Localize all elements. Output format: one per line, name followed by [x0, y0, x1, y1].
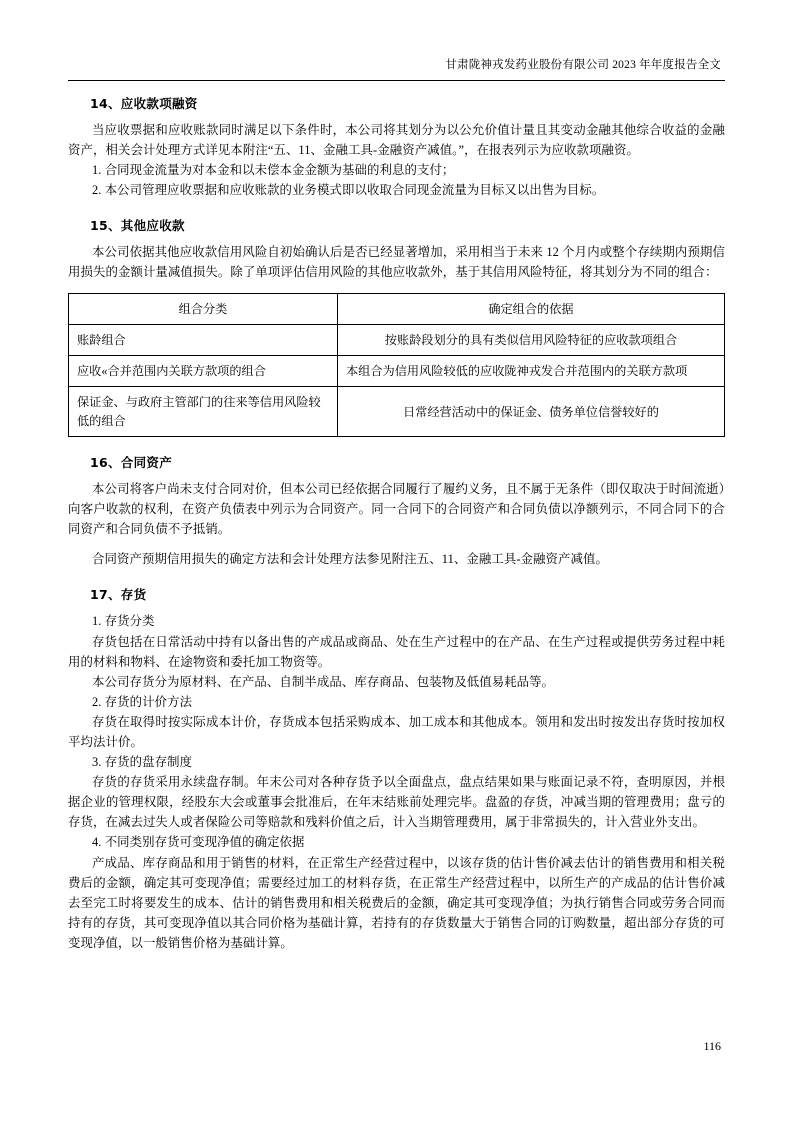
- section-heading-14: 14、应收款项融资: [90, 96, 198, 111]
- section-heading-15: 15、其他应收款: [90, 218, 185, 234]
- section-heading-17: 17、存货: [90, 587, 147, 603]
- table-cell-basis: 按账龄段划分的具有类似信用风险特征的应收款项组合: [337, 324, 724, 355]
- table-cell-basis: 本组合为信用风险较低的应收陇神戎发合并范围内的关联方款项: [337, 356, 724, 387]
- paragraph-14-2: 1. 合同现金流量为对本金和以未偿本金金额为基础的利息的支付；: [92, 163, 455, 178]
- table-header-portfolio-category: 组合分类: [69, 293, 338, 324]
- page-content: [68, 88, 725, 953]
- table-cell-category: 保证金、与政府主管部门的往来等信用风险较低的组合: [69, 387, 338, 437]
- paragraph-17-5: 产成品、库存商品和用于销售的材料，在正常生产经营过程中，以该存货的估计售价减去估计的销售费用和相关税费后的金额，确定其可变现净值；需要经过加工的材料存货，在正常生产经营过程中，以所生产的产成品的估计售价减去至完工时将要发生的成本、估计的销售费用和相关税费后的金额，确定其可变现净值；为执行销售合同或劳务合同而持有的存货，其可变现净值以其合同价格为基础计算，若持有的存货数量大于销售合同的订购数量，超出部分存货的可变现净值，以一般销售价格为基础计算。: [68, 855, 725, 950]
- paragraph-17-3: 存货在取得时按实际成本计价，存货成本包括采购成本、加工成本和其他成本。领用和发出时按发出存货时按加权平均法计价。: [68, 714, 725, 749]
- page-number: 116: [703, 1039, 721, 1053]
- paragraph-16-2: 合同资产预期信用损失的确定方法和会计处理方法参见附注五、11、金融工具-金融资产减值。: [92, 552, 608, 567]
- paragraph-17-2: 本公司存货分为原材料、在产品、自制半成品、库存商品、包装物及低值易耗品等。: [92, 674, 555, 689]
- table-cell-category: 账龄组合: [69, 324, 338, 355]
- table-cell-basis: 日常经营活动中的保证金、债务单位信誉较好的: [337, 387, 724, 437]
- paragraph-14-3: 2. 本公司管理应收票据和应收账款的业务模式即以收取合同现金流量为目标又以出售为目标。: [92, 183, 605, 198]
- table-cell-category: 应收«合并范围内关联方款项的组合: [69, 356, 338, 387]
- paragraph-16-1: 本公司将客户尚未支付合同对价，但本公司已经依据合同履行了履约义务，且不属于无条件（即仅取决于时间流逝）向客户收款的权利，在资产负债表中列示为合同资产。同一合同下的合同资产和合同负债以净额列示，不同合同下的合同资产和合同负债不予抵销。: [68, 482, 725, 537]
- subheading-17-2: 2. 存货的计价方法: [92, 694, 193, 709]
- subheading-17-1: 1. 存货分类: [92, 614, 155, 629]
- spacer: [68, 539, 725, 549]
- subheading-17-3: 3. 存货的盘存制度: [92, 755, 193, 770]
- table-row: [69, 387, 725, 437]
- table-header-row: [69, 293, 725, 324]
- section-heading-16: 16、合同资产: [90, 455, 172, 471]
- paragraph-17-1: 存货包括在日常活动中持有以备出售的产成品或商品、处在生产过程中的在产品、在生产过程或提供劳务过程中耗用的材料和物料、在途物资和委托加工物资等。: [68, 634, 725, 669]
- table-row: [69, 356, 725, 387]
- paragraph-17-4: 存货的存货采用永续盘存制。年末公司对各种存货予以全面盘点，盘点结果如果与账面记录不符，查明原因，并根据企业的管理权限，经股东大会或董事会批准后，在年末结账前处理完毕。盘盈的存货，冲减当期的管理费用；盘亏的存货，在减去过失人或者保险公司等赔款和残料价值之后，计入当期管理费用，属于非常损失的，计入营业外支出。: [68, 775, 725, 830]
- table-row: [69, 324, 725, 355]
- table-header-basis: 确定组合的依据: [337, 293, 724, 324]
- other-receivables-portfolio-table: [68, 293, 725, 437]
- paragraph-15-1: 本公司依据其他应收款信用风险自初始确认后是否已经显著增加，采用相当于未来 12 个月内或整个存续期内预期信用损失的金额计量减值损失。除了单项评估信用风险的其他应收款外，基于其信用风险特征，将其划分为不同的组合：: [68, 245, 725, 280]
- subheading-17-4: 4. 不同类别存货可变现净值的确定依据: [92, 835, 305, 850]
- paragraph-14-1: 当应收票据和应收账款同时满足以下条件时，本公司将其划分为以公允价值计量且其变动金融其他综合收益的金融资产，相关会计处理方式详见本附注“五、11、金融工具-金融资产减值。”，在报表列示为应收款项融资。: [68, 123, 725, 158]
- header-divider: [68, 80, 725, 81]
- running-header: 甘肃陇神戎发药业股份有限公司 2023 年年度报告全文: [445, 59, 721, 71]
